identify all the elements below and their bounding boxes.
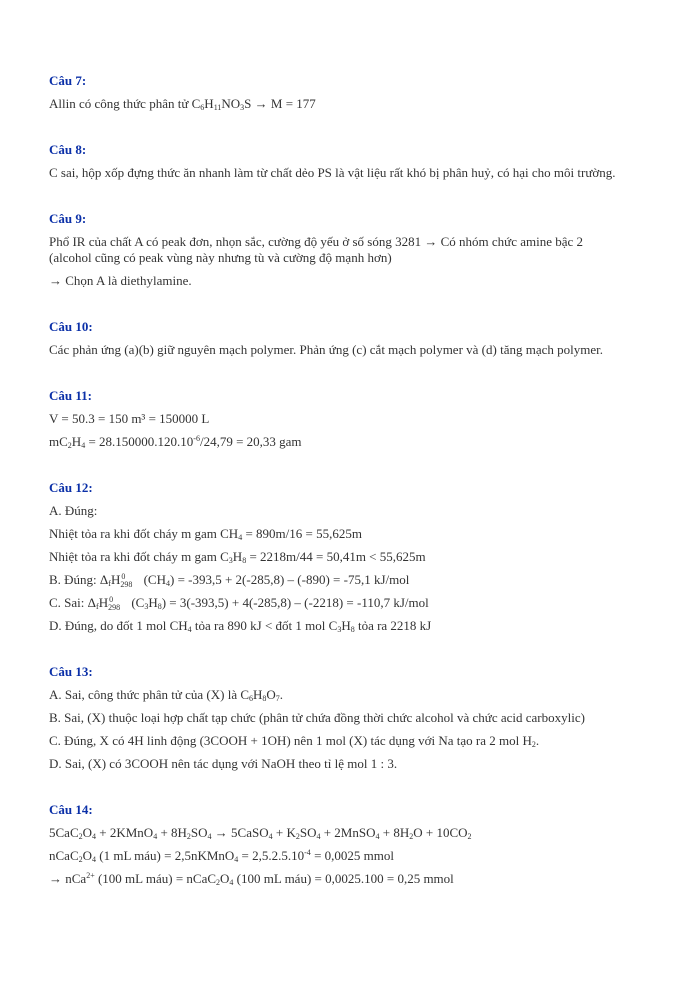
question-9-line-1: Phổ IR của chất A có peak đơn, nhọn sắc, cường độ yếu ở số sóng 3281 → Có nhóm chức amine bậc 2	[49, 234, 584, 249]
question-10-text: Các phản ứng (a)(b) giữ nguyên mạch polymer. Phản ứng (c) cắt mạch polymer và (d) tăng mạch polymer.	[49, 342, 603, 357]
question-14-line-3: → nCa$^{2+}$ (100 mL máu) = $nCaC_2O_4$ (100 mL máu) = 0,0025.100 = 0,25 mmol	[49, 871, 454, 887]
question-11-line-1: V = 50.3 = 150 m³ = 150000 L	[49, 411, 210, 426]
question-11	[49, 388, 645, 450]
question-7-line-1: Allin có công thức phân tử $C_6H_{11}NO_3S \to M = 177$	[49, 96, 316, 112]
question-9-line-2: (alcohol cũng có peak vùng này nhưng tù và cường độ mạnh hơn)	[49, 250, 392, 265]
question-8	[49, 142, 645, 181]
question-7-title: Câu 7:	[49, 73, 87, 88]
question-13	[49, 664, 645, 772]
document-page	[49, 73, 645, 887]
question-13-line-3: C. Đúng, X có 4H linh động (3COOH + 1OH) nên 1 mol (X) tác dụng với Na tạo ra 2 mol $H_2$.	[49, 733, 540, 749]
question-13-title: Câu 13:	[49, 664, 93, 679]
question-8-title: Câu 8:	[49, 142, 87, 157]
question-9-title: Câu 9:	[49, 211, 87, 226]
question-8-text: C sai, hộp xốp đựng thức ăn nhanh làm từ chất dẻo PS là vật liệu rất khó bị phân huỷ, có hại cho môi trường.	[49, 165, 616, 180]
question-11-title: Câu 11:	[49, 388, 92, 403]
question-14-line-2: $nCaC_2O_4$ (1 mL máu) = 2,5nKMnO$_4$ = $2,5.2.5.10^{-4} = 0,0025$ mmol	[49, 848, 394, 864]
question-12-line-5: C. Sai: $\Delta_fH$ 0 298 $(C_3H_8) = 3(-393,5) + 4(-285,8) - (-2218) = -110,7$ kJ/mol	[49, 595, 429, 612]
question-14-title: Câu 14:	[49, 802, 93, 817]
question-12-title: Câu 12:	[49, 480, 93, 495]
question-13-line-1: A. Sai, công thức phân tử của (X) là $C_6H_8O_7$.	[49, 687, 284, 703]
question-13-line-4: D. Sai, (X) có 3COOH nên tác dụng với NaOH theo tỉ lệ mol 1 : 3.	[49, 756, 398, 771]
question-12	[49, 480, 645, 634]
question-12-line-1: A. Đúng:	[49, 503, 98, 518]
question-12-line-4: B. Đúng: $\Delta_fH$ 0 298 $(CH_4) = -393,5 + 2(-285,8) - (-890) = -75,1$ kJ/mol	[49, 572, 410, 589]
question-12-line-2: Nhiệt tỏa ra khi đốt cháy m gam $CH_4 = 890m/16 = 55,625m$	[49, 526, 362, 542]
question-14-line-1: $5CaC_2O_4$ + 2KMnO$_4$ + $8H_2SO_4$ → 5CaSO$_4$ + $K_2SO_4$ + 2MnSO$_4$ + $8H_2O + 10CO_2$	[49, 825, 472, 841]
question-7	[49, 73, 645, 112]
question-9	[49, 211, 645, 289]
question-12-line-6: D. Đúng, do đốt 1 mol $CH_4$ tỏa ra 890 kJ < đốt 1 mol $C_3H_8$ tỏa ra 2218 kJ	[49, 618, 432, 634]
question-10-title: Câu 10:	[49, 319, 93, 334]
question-11-line-2: $mC_2H_4 = 28.150000.120.10^{-6}/24,79 = 20,33$ gam	[49, 434, 302, 450]
question-13-line-2: B. Sai, (X) thuộc loại hợp chất tạp chức (phân tử chứa đồng thời chức alcohol và chức acid carboxylic)	[49, 710, 585, 725]
question-12-line-3: Nhiệt tỏa ra khi đốt cháy m gam $C_3H_8 = 2218m/44 = 50,41m < 55,625m$	[49, 549, 426, 565]
question-14	[49, 802, 645, 887]
question-10	[49, 319, 645, 358]
question-9-line-3: → Chọn A là diethylamine.	[49, 273, 192, 288]
